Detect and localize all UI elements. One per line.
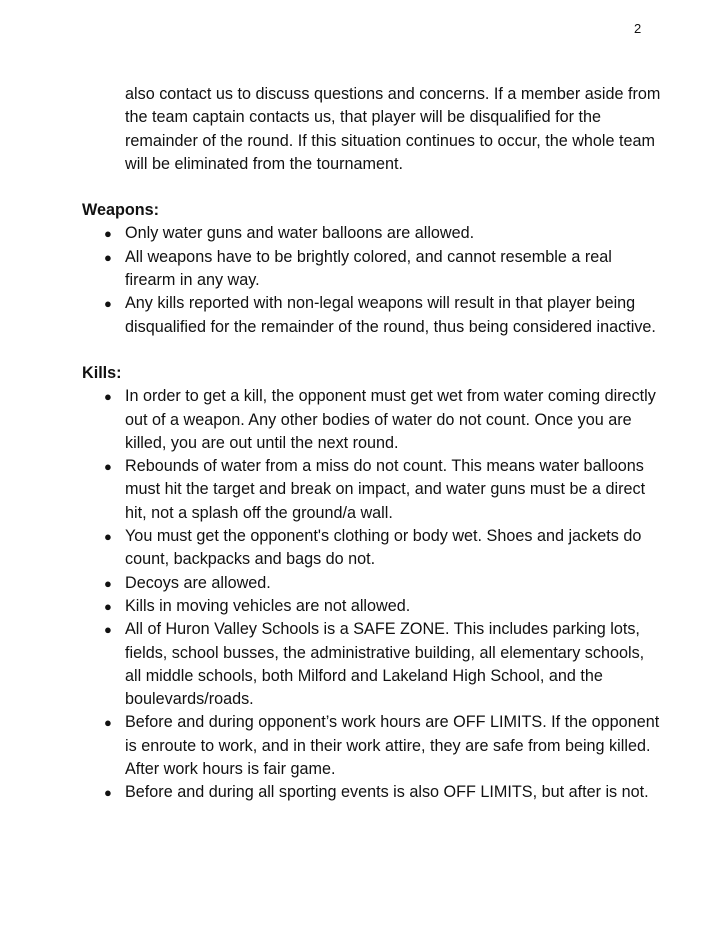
list-item [82, 618, 662, 711]
bullet-icon: ● [104, 389, 112, 405]
list-item [82, 246, 662, 293]
weapons-list [82, 222, 662, 338]
list-item-text: All weapons have to be brightly colored, and cannot resemble a real firearm in any way. [125, 247, 612, 290]
bullet-icon: ● [104, 715, 112, 731]
list-item [82, 781, 662, 804]
bullet-icon: ● [104, 459, 112, 475]
section-heading-kills: Kills: [82, 363, 122, 382]
bullet-icon: ● [104, 296, 112, 312]
list-item [82, 595, 662, 618]
list-item-text: You must get the opponent's clothing or body wet. Shoes and jackets do count, backpacks and bags do not. [125, 527, 642, 569]
bullet-icon: ● [104, 598, 112, 614]
list-item-text: Kills in moving vehicles are not allowed. [125, 596, 411, 615]
list-item-text: In order to get a kill, the opponent must get wet from water coming directly out of a weapon. Any other bodies of water do not count. Once you are killed, you are out until the next round. [125, 387, 656, 452]
section-weapons [82, 199, 662, 339]
list-item [82, 525, 662, 572]
bullet-icon: ● [104, 622, 112, 638]
list-item [82, 385, 662, 455]
list-item-text: Any kills reported with non-legal weapons will result in that player being disqualified for the remainder of the round, thus being considered inactive. [125, 294, 656, 336]
list-item-text: Decoys are allowed. [125, 573, 271, 592]
list-item [82, 455, 662, 525]
section-heading-weapons: Weapons: [82, 201, 160, 220]
list-item-text: Rebounds of water from a miss do not count. This means water balloons must hit the target and break on impact, and water guns must be a direct hit, not a splash off the ground/a wall. [125, 457, 646, 522]
list-item-text: Before and during all sporting events is also OFF LIMITS, but after is not. [125, 783, 649, 802]
list-item-text: Before and during opponent’s work hours are OFF LIMITS. If the opponent is enroute to work, and in their work attire, they are safe from being killed. After work hours is fair game. [125, 713, 660, 779]
bullet-icon: ● [104, 785, 112, 801]
list-item [82, 292, 662, 339]
list-item [82, 711, 662, 781]
document-body [82, 83, 662, 805]
list-item [82, 222, 662, 245]
continuation-paragraph: also contact us to discuss questions and concerns. If a member aside from the team captain contacts us, that player will be disqualified for the remainder of the round. If this situation continues to occur, the whole team will be eliminated from the tournament. [125, 85, 661, 173]
bullet-icon: ● [104, 529, 112, 545]
section-kills [82, 362, 662, 805]
page-number: 2 [634, 21, 642, 36]
list-item [82, 572, 662, 595]
list-item-text: All of Huron Valley Schools is a SAFE ZONE. This includes parking lots, fields, school busses, the administrative building, all elementary schools, all middle schools, both Milford and Lakeland High School, and the boulevards/roads. [125, 620, 645, 709]
bullet-icon: ● [104, 226, 112, 242]
bullet-icon: ● [104, 575, 112, 591]
list-item-text: Only water guns and water balloons are allowed. [125, 224, 475, 243]
bullet-icon: ● [104, 249, 112, 265]
kills-list [82, 385, 662, 804]
